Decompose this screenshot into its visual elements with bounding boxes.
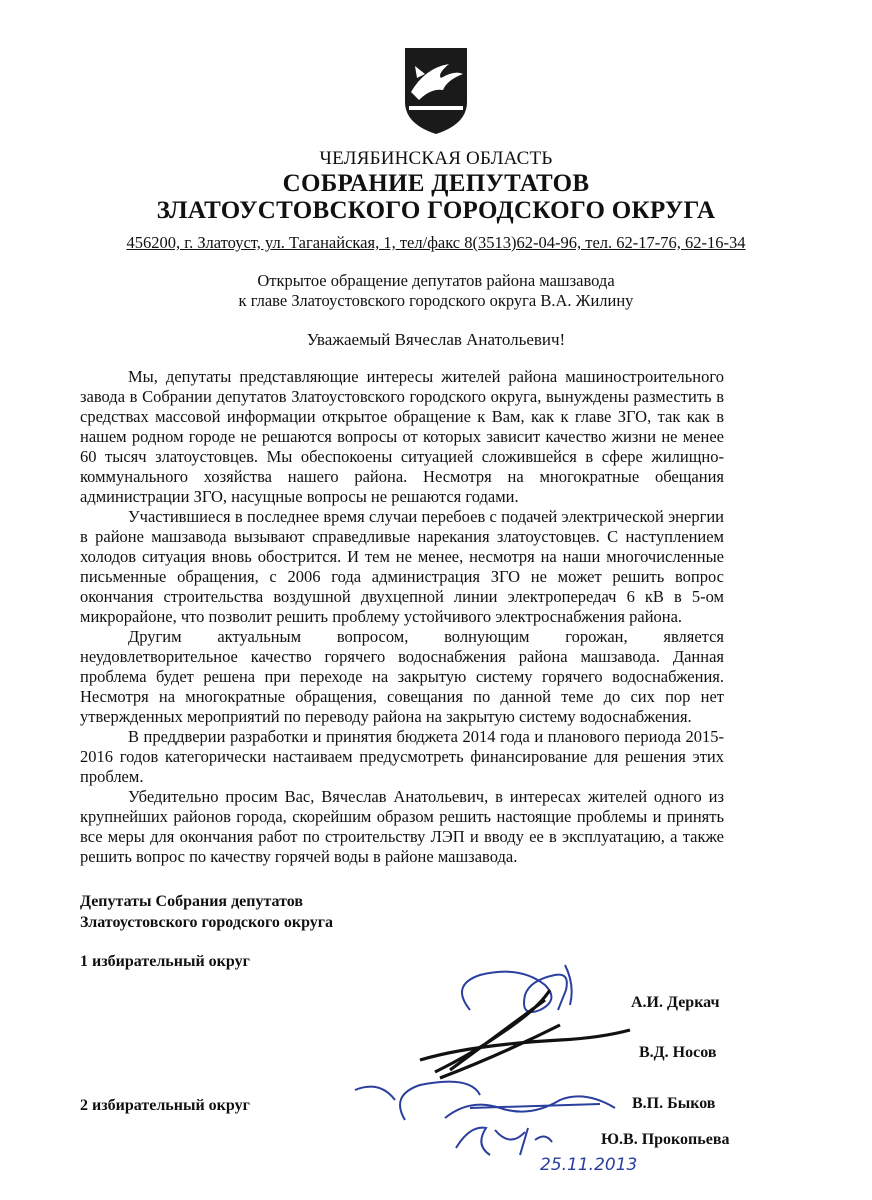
region-title: ЧЕЛЯБИНСКАЯ ОБЛАСТЬ xyxy=(319,148,553,169)
paragraph: Участившиеся в последнее время случаи перебоев с подачей электрической энергии в районе машзавода вызывают справедливые нарекания златоустовцев. С наступлением холодов ситуация вновь обострится. И тем не менее, несмотря на наши многочисленные письменные обращения, с 2006 года администрация ЗГО не может решить вопрос окончания строительства воздушной двухцепной линии электропередач 6 кВ в 5-ом микрорайоне, что позволит решить проблему устойчивого электроснабжения района. xyxy=(80,507,724,626)
organization-address: 456200, г. Златоуст, ул. Таганайская, 1, тел/факс 8(3513)62-04-96, тел. 62-17-76, 62-16-34 xyxy=(126,233,746,252)
paragraph: Другим актуальным вопросом, волнующим горожан, является неудовлетворительное качество горячего водоснабжения района машзавода. Данная проблема будет решена при переходе на закрытую систему горячего водоснабжения. Несмотря на многократные обращения, совещания по данной теме до сих пор нет утвержденных мероприятий по переводу района на закрытую систему водоснабжения. xyxy=(80,627,724,726)
district-1-label: 1 избирательный округ xyxy=(80,953,250,970)
signature-prokopeva xyxy=(456,1128,552,1155)
signatories-group-line-2: Златоустовского городского округа xyxy=(80,914,334,931)
organization-title: СОБРАНИЕ ДЕПУТАТОВ xyxy=(282,170,590,197)
signatory-name: Ю.В. Прокопьева xyxy=(601,1131,730,1148)
signatory-name: В.Д. Носов xyxy=(639,1044,717,1061)
subject-line-2: к главе Златоустовского городского округа В.А. Жилину xyxy=(238,291,634,310)
signature-derkach xyxy=(462,965,572,1012)
handwritten-date: 25.11.2013 xyxy=(540,1155,638,1175)
signature-bykov xyxy=(355,1082,615,1120)
paragraph: В преддверии разработки и принятия бюджета 2014 года и планового периода 2015-2016 годов категорически настаиваем предусмотреть финансирование для решения этих проблем. xyxy=(80,727,724,786)
salutation: Уважаемый Вячеслав Анатольевич! xyxy=(306,330,566,349)
signatory-name: А.И. Деркач xyxy=(631,994,720,1011)
paragraph: Убедительно просим Вас, Вячеслав Анатольевич, в интересах жителей одного из крупнейших районов города, скорейшим образом решить настоящие проблемы и принять все меры для окончания работ по строительству ЛЭП и вводу ее в эксплуатацию, а также решить вопрос по качеству горячей воды в районе машзавода. xyxy=(80,787,724,866)
organization-subtitle: ЗЛАТОУСТОВСКОГО ГОРОДСКОГО ОКРУГА xyxy=(156,197,716,224)
subject-line-1: Открытое обращение депутатов района машзавода xyxy=(257,271,615,290)
signatories-group-line-1: Депутаты Собрания депутатов xyxy=(80,893,304,910)
signatory-name: В.П. Быков xyxy=(632,1095,716,1112)
paragraph: Мы, депутаты представляющие интересы жителей района машиностроительного завода в Собрании депутатов Златоустовского городского округа, вынуждены разместить в средствах массовой информации открытое обращение к Вам, как к главе ЗГО, так как в нашем родном городе не решаются вопросы от которых зависит качество жизни не менее 60 тысяч златоустовцев. Мы обеспокоены ситуацией сложившейся в сфере жилищно-коммунального хозяйства нашего района. Несмотря на многократные обещания администрации ЗГО, насущные вопросы не решаются годами. xyxy=(80,367,724,506)
city-coat-of-arms-icon xyxy=(397,44,475,136)
letter-body xyxy=(80,367,724,867)
signature-nosov xyxy=(420,990,630,1078)
district-2-label: 2 избирательный округ xyxy=(80,1097,250,1114)
